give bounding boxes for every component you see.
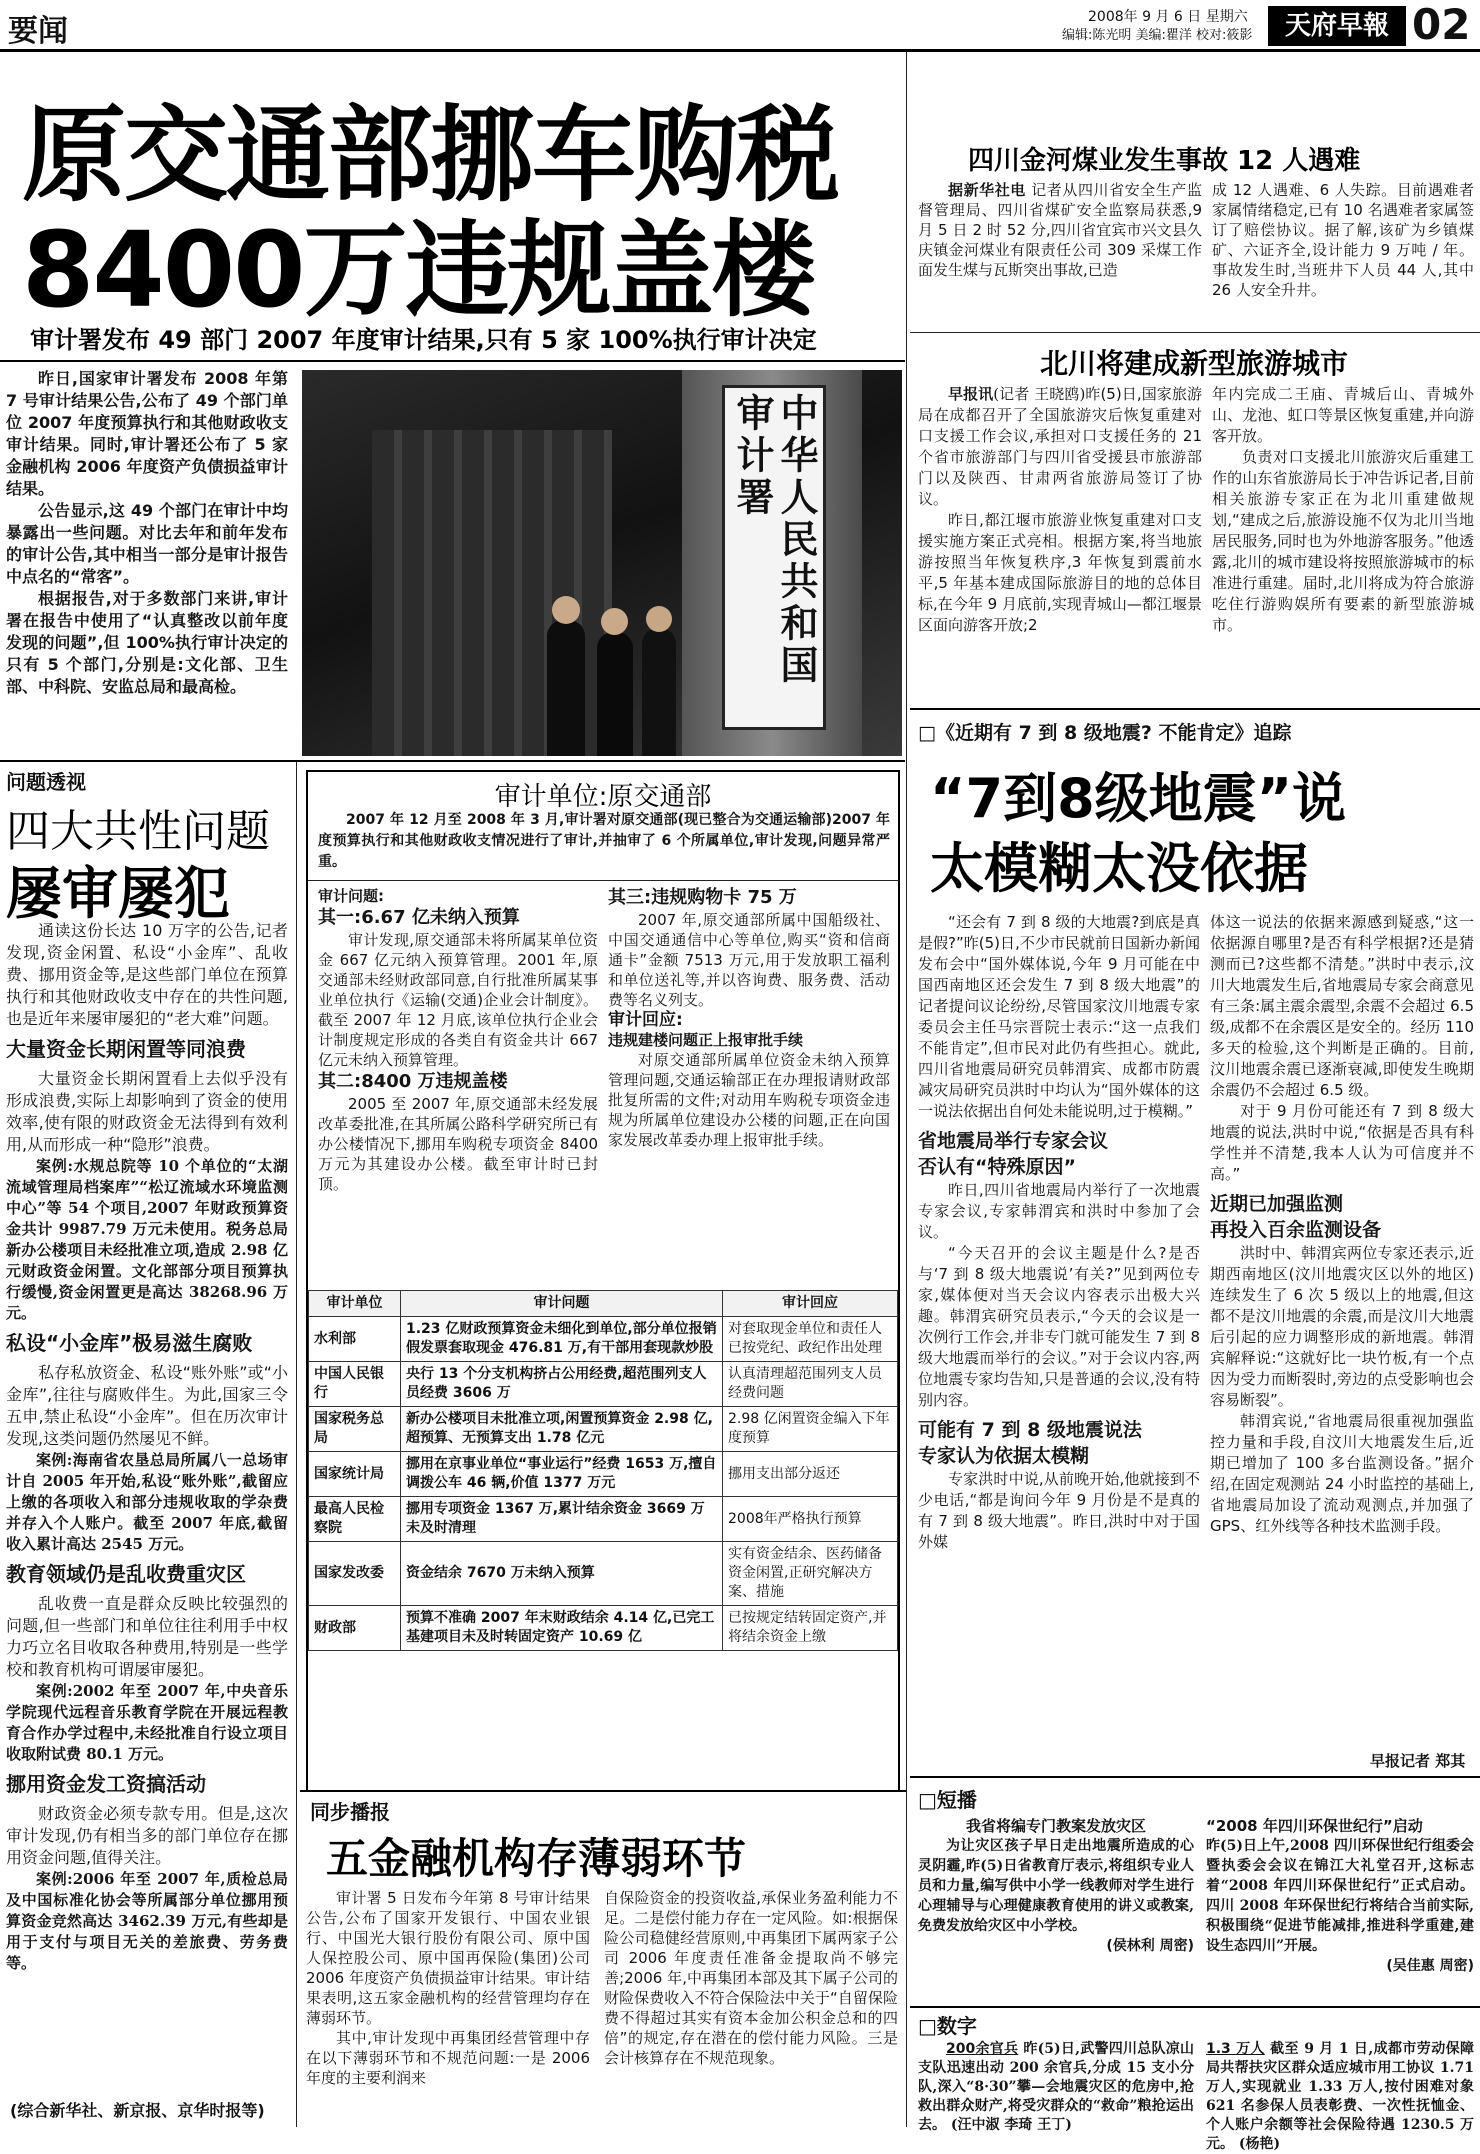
digits-para-text: 截至 9 月 1 日,成都市劳动保障局共帮扶灾区群众适应城市用工协议 1.71 万人,实现就业 1.33 万人,按付困难对象 621 名参保人员表彰费、一次性抚恤金、个人账户余额等社会保险待遇 1230.5 万元。 <box>1206 2041 1474 2152</box>
table-cell-response: 已按规定结转固定资产,并将结余资金上缴 <box>723 1606 898 1651</box>
beichuan-para <box>918 384 1202 510</box>
section-label: 要闻 <box>8 14 68 49</box>
table-cell-problem: 挪用在京事业单位“事业运行”经费 1653 万,擅自调拨公车 46 辆,价值 1377 万元 <box>401 1452 723 1497</box>
editor-line: 编辑:陈光明 美编:瞿洋 校对:筱影 <box>1062 28 1253 43</box>
common-para: 大量资金长期闲置看上去似乎没有形成浪费,实际上却影响到了资金的使用效率,使有限的财政资金无法得到有效利用,从而形成一种“隐形”浪费。 <box>6 1069 288 1154</box>
table-row <box>309 1542 898 1606</box>
common-para: 乱收费一直是群众反映比较强烈的问题,但一些部门和单位往往利用手中权力巧立名目收取各种费用,特别是一些学校和教育机构可谓屡审屡犯。 <box>6 1594 288 1679</box>
quake-tag: □《近期有 7 到 8 级地震? 不能肯定》追踪 <box>918 722 1292 744</box>
beichuan-para: 昨日,都江堰市旅游业恢复重建对口支援实施方案正式亮相。根据方案,将当地旅游按照当年恢复秩序,3 年恢复到震前水平,5 年基本建成国际旅游目的地的总体目标,在今年 9 月底前,实现青城山—都江堰景区面向游客开放;2 <box>918 511 1202 634</box>
lead-title-line1: 原交通部挪车购税 <box>22 94 839 216</box>
lead-title-line2: 8400万违规盖楼 <box>22 209 814 331</box>
coal-right-col <box>1212 180 1474 330</box>
coal-para: 成 12 人遇难、6 人失踪。目前遇难者家属情绪稳定,已有 10 名遇难者家属签订了赔偿协议。据了解,该矿为乡镇煤矿、六证齐全,设计能力 9 万吨 / 年。事故发生时,当班井下人员 44 人,其中 26 人安全升井。 <box>1212 181 1474 299</box>
photo-sign-plaque <box>722 385 826 730</box>
digits-number: 1.3 万人 <box>1206 2041 1265 2057</box>
lead-para: 昨日,国家审计署发布 2008 年第 7 号审计结果公告,公布了 49 个部门单位 2007 年度预算执行和其他财政收支审计结果。同时,审计署还公布了 5 家金融机构 2006 年度资产负债损益审计结果。 <box>6 369 288 498</box>
fin-title: 五金融机构存薄弱环节 <box>326 1834 747 1883</box>
mot-subhead: 其一:6.67 亿未纳入预算 <box>318 907 520 928</box>
table-row <box>309 1317 898 1362</box>
digits-left <box>918 2040 1194 2133</box>
digits-number: 200余官兵 <box>946 2041 1019 2057</box>
common-case: 案例:水规总院等 10 个单位的“太湖流域管理局档案库”“松辽流域水环境监测中心”等 54 个项目,2007 年财政预算资金共计 9987.79 万元未使用。税务总局新办公楼项目未经批准立项,造成 2.98 亿元财政资金闲置。文化部部分项目预算执行缓慢,资金闲置更是高达 38268.96 万元。 <box>6 1157 288 1322</box>
common-para: 财政资金必须专款专用。但是,这次审计发现,仍有相当多的部门单位存在挪用资金问题,值得关注。 <box>6 1804 288 1867</box>
quake-para: 韩渭宾说,“省地震局很重视加强监控力量和手段,自汶川大地震发生后,近期已增加了 100 多台监测设备。”据介绍,在固定观测站 24 小时监控的基础上,省地震局加设了流动观测点,并加强了 GPS、红外线等各种技术监测手段。 <box>1210 1412 1474 1535</box>
mot-left-col <box>318 886 598 1193</box>
digits-para <box>918 2040 1194 2135</box>
fin-right-col <box>604 1888 898 2120</box>
fin-left-col <box>306 1888 590 2120</box>
lead-para: 根据报告,对于多数部门来讲,审计署在报告中使用了“认真整改以前年度发现的问题”,但 100%执行审计决定的只有 5 个部门,分别是:文化部、卫生部、中科院、安监总局和最高检。 <box>6 589 288 696</box>
quake-title-line2: 太模糊太没依据 <box>930 837 1308 900</box>
common-body <box>6 920 288 2085</box>
table-cell-unit: 国家统计局 <box>309 1452 401 1497</box>
beichuan-para: 负责对口支援北川旅游灾后重建工作的山东省旅游局长于冲告诉记者,目前相关旅游专家正在为北川重建做规划,“建成之后,旅游设施不仅为北川当地居民服务,同时也为外地游客服务。”他透露,北川的城市建设将按照旅游城市的标准进行重建。届时,北川将成为符合旅游吃住行游购娱所有要素的新型旅游城市。 <box>1212 448 1474 634</box>
common-para: 通读这份长达 10 万字的公告,记者发现,资金闲置、私设“小金库”、乱收费、挪用资金等,是这些部门单位在预算执行和其他财政收支中存在的共性问题,也是近年来屡审屡犯的“老大难”问题。 <box>6 921 288 1028</box>
table-cell-response: 2008年严格执行预算 <box>723 1497 898 1542</box>
mot-para: 对原交通部所属单位资金未纳入预算管理问题,交通运输部正在办理报请财政部批复所需的文件;对动用车购税专项资金违规为所属单位建设办公楼的问题,正在向国家发展改革委办理上报审批手续。 <box>608 1051 890 1149</box>
common-case: 案例:2002 年至 2007 年,中央音乐学院现代远程音乐教育学院在开展远程教育合作办学过程中,未经批准自行设立项目收取附试费 80.1 万元。 <box>6 1682 288 1763</box>
quake-subhead: 专家认为依据太模糊 <box>918 1445 1090 1467</box>
digits-para <box>1206 2040 1474 2154</box>
beichuan-title: 北川将建成新型旅游城市 <box>1040 347 1349 380</box>
common-title-line2: 屡审屡犯 <box>6 862 230 927</box>
audit-table-wrap <box>308 1290 898 1780</box>
mot-tag: 审计回应: <box>608 1010 683 1030</box>
table-cell-problem: 新办公楼项目未批准立项,闲置预算资金 2.98 亿,超预算、无预算支出 1.78 亿元 <box>401 1407 723 1452</box>
quake-subhead: 否认有“特殊原因” <box>918 1156 1076 1178</box>
brief-tag: □短播 <box>918 1788 977 1812</box>
table-header: 审计单位 <box>309 1291 401 1317</box>
table-cell-problem: 央行 13 个分支机构挤占公用经费,超范围列支人员经费 3606 万 <box>401 1362 723 1407</box>
mot-para: 2005 至 2007 年,原交通部未经发展改革委批准,在其所属公路科学研究所已有办公楼情况下,挪用车购税专项资金 8400 万元为其建设办公楼。截至审计时已封顶。 <box>318 1095 598 1193</box>
mot-para: 2007 年,原交通部所属中国船级社、中国交通通信中心等单位,购买“资和信商通卡”金额 7513 万元,用于发放职工福利和单位送礼等,并以咨询费、服务费、活动费等名义列支。 <box>608 911 890 1009</box>
quake-para: 对于 9 月份可能还有 7 到 8 级大地震的说法,洪时中说,“依据是否具有科学性并不清楚,我本人认为可信度并不高。” <box>1210 1102 1474 1183</box>
mot-title: 审计单位:原交通部 <box>494 782 712 812</box>
coal-left-col <box>918 180 1202 330</box>
fin-para: 其中,审计发现中再集团经营管理中存在以下薄弱环节和不规范问题:一是 2006 年度的主要利润来 <box>306 2029 590 2087</box>
lead-para: 公告显示,这 49 个部门在审计中均暴露出一些问题。对比去年和前年发布的审计公告,其中相当一部分是审计报告中点名的“常客”。 <box>6 501 288 586</box>
digits-para-text: 昨(5)日,武警四川总队凉山支队迅速出动 200 余官兵,分成 15 支小分队,深入“8·30”攀—会地震灾区的危房中,抢救出群众财产,将受灾群众的“救命”粮抢运出去。 <box>918 2041 1194 2133</box>
common-tag: 问题透视 <box>6 770 86 794</box>
table-cell-unit: 水利部 <box>309 1317 401 1362</box>
quake-para: 体这一说法的依据来源感到疑惑,“这一依据源自哪里?是否有科学根据?还是猜测而已?这些都不清楚。”洪时中表示,汶川大地震发生后,省地震局专家会商意见有三条:属主震余震型,余震不会超过 6.5 级,成都不在余震区是安全的。经历 110 多天的检验,这个判断是正确的。目前,汶川地震余震已逐渐衰减,即使发生晚期余震仍不会超过 6.5 级。 <box>1210 913 1474 1099</box>
table-row <box>309 1497 898 1542</box>
table-cell-response: 对套取现金单位和责任人已按党纪、政纪作出处理 <box>723 1317 898 1362</box>
common-para: 私存私放资金、私设“账外账”或“小金库”,往往与腐败伴生。为此,国家三令五申,禁止私设“小金库”。但在历次审计发现,这类问题仍然屡见不鲜。 <box>6 1363 288 1448</box>
beichuan-dateline: 早报讯 <box>948 385 994 403</box>
page-number: 02 <box>1412 0 1471 49</box>
masthead <box>0 0 1480 52</box>
table-cell-unit: 国家税务总局 <box>309 1407 401 1452</box>
coal-dateline: 据新华社电 <box>948 181 1026 199</box>
fin-para: 审计署 5 日发布今年第 8 号审计结果公告,公布了国家开发银行、中国农业银行、中国光大银行股份有限公司、原中国人保控股公司、原中国再保险(集团)公司 2006 年度资产负债损益审计结果。审计结果表明,这五家金融机构的经营管理均存在薄弱环节。 <box>306 1889 590 2027</box>
table-cell-problem: 预算不准确 2007 年末财政结余 4.14 亿,已完工基建项目未及时转固定资产 10.69 亿 <box>401 1606 723 1651</box>
date-line: 2008年 9 月 6 日 星期六 <box>1088 9 1248 25</box>
digits-credit: (杨艳) <box>1238 2136 1281 2152</box>
quake-subhead: 省地震局举行专家会议 <box>918 1130 1109 1152</box>
brief-credit: (侯林利 周密) <box>1106 1938 1194 1954</box>
quake-right-col <box>1210 912 1474 1744</box>
fin-tag: 同步播报 <box>310 1800 390 1824</box>
brief-left <box>918 1816 1194 2004</box>
common-title-line1: 四大共性问题 <box>6 806 270 857</box>
mot-tag: 审计问题: <box>318 887 384 905</box>
audit-office-photo <box>302 370 902 756</box>
table-cell-response: 挪用支出部分返还 <box>723 1452 898 1497</box>
mot-right-col <box>608 886 890 1149</box>
table-cell-response: 实有资金结余、医药储备资金闲置,正研究解决方案、措施 <box>723 1542 898 1606</box>
quake-title-line1: “7到8级地震”说 <box>930 767 1347 830</box>
coal-para-text: 记者从四川省安全生产监督管理局、四川省煤矿安全监察局获悉,9 月 5 日 2 时 52 分,四川省宜宾市兴文县久庆镇金河煤业有限责任公司 309 采煤工作面发生煤与瓦斯突出事故,已造 <box>918 181 1202 279</box>
digits-tag: □数字 <box>918 2014 977 2038</box>
beichuan-para: 年内完成二王庙、青城后山、青城外山、龙池、虹口等景区恢复重建,并向游客开放。 <box>1212 385 1474 445</box>
brief-title: “2008 年四川环保世纪行”启动 <box>1206 1817 1423 1835</box>
quake-para: 洪时中、韩渭宾两位专家还表示,近期西南地区(汶川地震灾区以外的地区)连续发生了 6 次 5 级以上的地震,但这都不是汶川地震的余震,而是汶川大地震后引起的应力调整形成的新地震。韩渭宾解释说:“这就好比一块竹板,有一个点因为受力而断裂时,旁边的点受影响也会容易断裂”。 <box>1210 1244 1474 1409</box>
beichuan-left-col <box>918 384 1202 704</box>
common-subhead: 教育领域仍是乱收费重灾区 <box>6 1562 246 1586</box>
brief-right <box>1206 1816 1474 2004</box>
common-subhead: 私设“小金库”极易滋生腐败 <box>6 1331 253 1355</box>
table-cell-problem: 资金结余 7670 万未纳入预算 <box>401 1542 723 1606</box>
common-credit: (综合新华社、新京报、京华时报等) <box>10 2101 265 2120</box>
fin-para: 自保险资金的投资收益,承保业务盈利能力不足。二是偿付能力存在一定风险。如:根据保险公司稳健经营原则,中再集团下属两家子公司 2006 年度责任准备金提取尚不够完善;2006 年,中再集团本部及其下属子公司的财险保费收入不符合保险法中关于“自留保险费不得超过其实有资本金加公积金总和的四倍”的规定,存在潜在的偿付能力风险。三是会计核算存在不规范现象。 <box>604 1889 898 2067</box>
table-header: 审计问题 <box>401 1291 723 1317</box>
table-header: 审计回应 <box>723 1291 898 1317</box>
common-subhead: 大量资金长期闲置等同浪费 <box>6 1037 246 1061</box>
table-header-row <box>309 1291 898 1317</box>
quake-para: 昨日,四川省地震局内举行了一次地震专家会议,专家韩渭宾和洪时中参加了会议。 <box>918 1181 1200 1241</box>
common-subhead: 挪用资金发工资搞活动 <box>6 1772 206 1796</box>
quake-para: “今天召开的会议主题是什么?是否与‘7 到 8 级大地震说’有关?”见到两位专家,媒体便对当天会议内容表示出极大兴趣。韩渭宾研究员表示,“今天的会议是一次例行工作会,并非专门就可能发生 7 到 8 级大地震而举行的会议。”对于会议内容,两位地震专家均告知,只是普通的会议,没有特别内容。 <box>918 1244 1200 1409</box>
beichuan-reporter: (记者 王晓鸥) <box>993 385 1086 403</box>
mot-subhead: 其三:违规购物卡 75 万 <box>608 887 797 908</box>
table-cell-response: 认真清理超范围列支人员经费问题 <box>723 1362 898 1407</box>
audit-table <box>308 1290 898 1651</box>
quake-credit: 早报记者 郑其 <box>1370 1752 1466 1770</box>
brief-credit: (吴佳惠 周密) <box>1386 1958 1474 1974</box>
lead-intro <box>6 368 288 756</box>
table-row <box>309 1362 898 1407</box>
brief-para: 昨(5)日上午,2008 四川环保世纪行组委会暨执委会会议在锦江大礼堂召开,这标志着“2008 年四川环保世纪行”正式启动。四川 2008 年环保世纪行将结合当前实际,积极围绕“促进节能减排,推进科学重建,建设生态四川”开展。 <box>1206 1838 1474 1954</box>
digits-credit: (汪中淑 李琦 王丁) <box>950 2117 1072 2133</box>
table-cell-problem: 挪用专项资金 1367 万,累计结余资金 3669 万未及时清理 <box>401 1497 723 1542</box>
paper-logo: 天府早報 <box>1268 6 1406 46</box>
quake-subhead: 可能有 7 到 8 级地震说法 <box>918 1419 1142 1441</box>
mot-subhead: 其二:8400 万违规盖楼 <box>318 1071 508 1092</box>
brief-title: 我省将编专门教案发放灾区 <box>965 1817 1146 1835</box>
table-cell-problem: 1.23 亿财政预算资金未细化到单位,部分单位报销假发票套取现金 476.81 万,有干部用套现款炒股 <box>401 1317 723 1362</box>
table-cell-unit: 中国人民银行 <box>309 1362 401 1407</box>
coal-title: 四川金河煤业发生事故 12 人遇难 <box>968 146 1361 176</box>
common-case: 案例:海南省农垦总局所属八一总场审计自 2005 年开始,私设“账外账”,截留应上缴的各项收入和部分违规收取的学杂费并存入个人账户。截至 2007 年底,截留收入累计高达 2545 万元。 <box>6 1451 288 1553</box>
quake-para: 专家洪时中说,从前晚开始,他就接到不少电话,“都是询问今年 9 月份是不是真的有 7 到 8 级大地震”。昨日,洪时中对于国外媒 <box>918 1470 1200 1551</box>
quake-left-col <box>918 912 1200 1772</box>
beichuan-right-col <box>1212 384 1474 704</box>
table-row <box>309 1452 898 1497</box>
quake-subhead: 再投入百余监测设备 <box>1210 1219 1382 1241</box>
photo-sign-text: 中华人民共和国审计署 <box>730 392 818 687</box>
table-cell-response: 2.98 亿闲置资金编入下年度预算 <box>723 1407 898 1452</box>
table-row <box>309 1606 898 1651</box>
coal-para <box>918 180 1202 280</box>
table-cell-unit: 最高人民检察院 <box>309 1497 401 1542</box>
table-row <box>309 1407 898 1452</box>
common-case: 案例:2006 年至 2007 年,质检总局及中国标准化协会等所属部分单位挪用预算资金竞然高达 3462.39 万元,有些却是用于支付与项目无关的差旅费、劳务费等。 <box>6 1870 288 1972</box>
table-cell-unit: 国家发改委 <box>309 1542 401 1606</box>
lead-subtitle: 审计署发布 49 部门 2007 年度审计结果,只有 5 家 100%执行审计决定 <box>30 326 817 354</box>
mot-para: 审计发现,原交通部未将所属某单位资金 667 亿元纳入预算管理。2001 年,原交通部未经财政部同意,自行批准所属某事业单位执行《运输(交通)企业会计制度》。截至 2007 年 12 月底,该单位执行企业会计制度规定形成的各类自有资金共计 667 亿元未纳入预算管理。 <box>318 931 598 1069</box>
quake-para: “还会有 7 到 8 级的大地震?到底是真是假?”昨(5)日,不少市民就前日国新办新闻发布会中“国外媒体说,今年 9 月可能在中国西南地区还会发生 7 到 8 级大地震”的记者提问议论纷纷,尽管国家汶川地震专家委员会主任马宗晋院士表示:“这一点我们不能肯定”,但市民对此仍有些担心。就此,四川省地震局研究员韩渭宾、成都市防震减灾局研究员洪时中均认为“国外媒体的这一说法依据出自何处未能说明,过于模糊。” <box>918 913 1200 1120</box>
digits-right <box>1206 2040 1474 2152</box>
quake-subhead: 近期已加强监测 <box>1210 1193 1344 1215</box>
beichuan-para-text: 昨(5)日,国家旅游局在成都召开了全国旅游灾后恢复重建对口支援工作会议,承担对口支援任务的 21 个省市旅游部门与四川省受援县市旅游部门以及陕西、甘肃两省旅游局签订了协议。 <box>918 385 1202 508</box>
brief-para: 为让灾区孩子早日走出地震所造成的心灵阴霾,昨(5)日省教育厅表示,将组织专业人员和力量,编写供中小学一线教师对学生进行心理辅导与心理健康教育使用的讲义或教案,免费发放给灾区中小学校。 <box>918 1838 1194 1934</box>
table-cell-unit: 财政部 <box>309 1606 401 1651</box>
mot-intro: 2007 年 12 月至 2008 年 3 月,审计署对原交通部(现已整合为交通运输部)2007 年度预算执行和其他财政收支情况进行了审计,并抽审了 6 个所属单位,审计发现,问题异常严重。 <box>318 812 890 870</box>
mot-subhead: 违规建楼问题正上报审批手续 <box>608 1031 804 1049</box>
